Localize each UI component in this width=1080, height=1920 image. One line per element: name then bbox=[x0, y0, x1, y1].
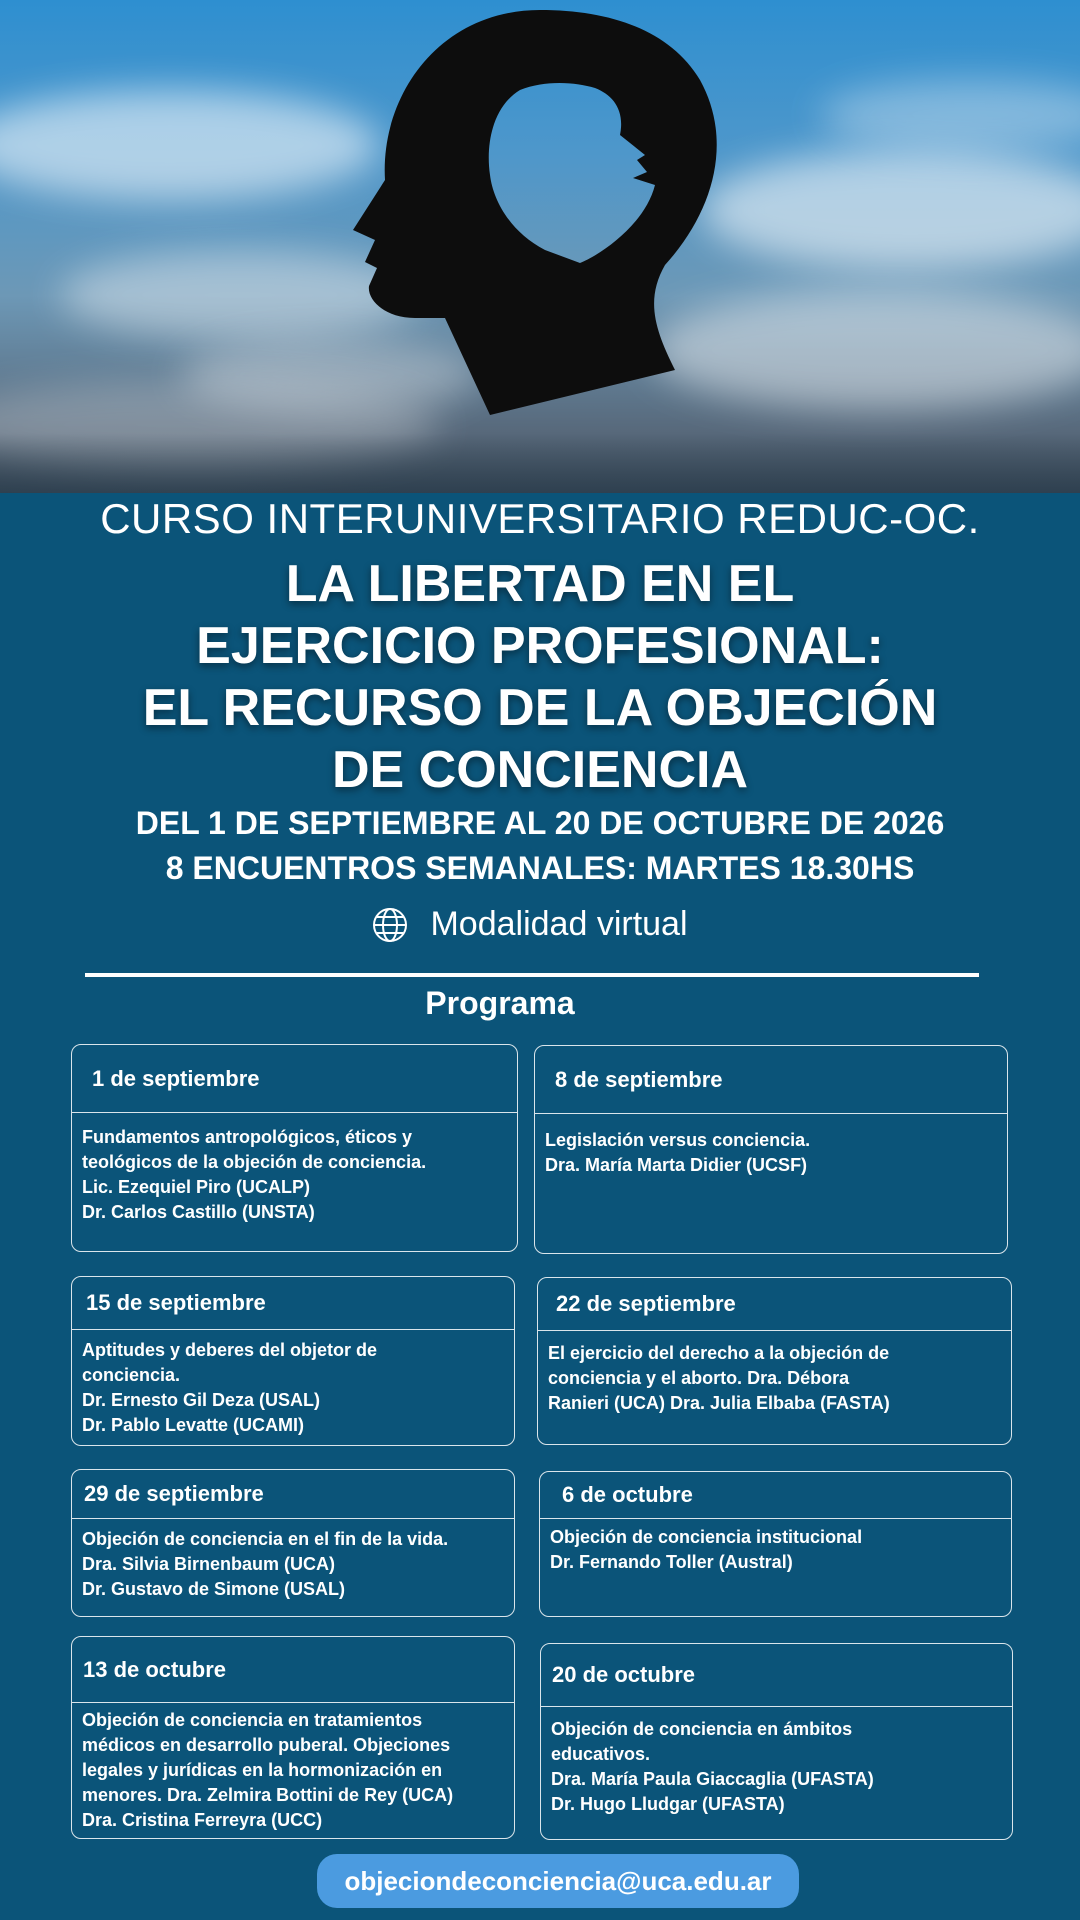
session-line: Objeción de conciencia institucional bbox=[550, 1527, 863, 1547]
session-line: teológicos de la objeción de conciencia. bbox=[82, 1152, 427, 1172]
course-schedule: 8 ENCUENTROS SEMANALES: MARTES 18.30HS bbox=[165, 850, 915, 886]
session-line: Dra. María Paula Giaccaglia (UFASTA) bbox=[551, 1769, 874, 1789]
title-line: DE CONCIENCIA bbox=[331, 741, 749, 799]
session-card bbox=[71, 1636, 515, 1839]
program-heading: Programa bbox=[425, 985, 575, 1021]
session-date: 20 de octubre bbox=[541, 1644, 1012, 1707]
session-line: Dr. Gustavo de Simone (USAL) bbox=[82, 1579, 346, 1599]
session-card bbox=[539, 1471, 1012, 1617]
session-line: Dr. Ernesto Gil Deza (USAL) bbox=[82, 1390, 321, 1410]
session-date: 15 de septiembre bbox=[72, 1277, 514, 1330]
session-card bbox=[71, 1469, 515, 1617]
session-details bbox=[72, 1703, 514, 1833]
course-name: CURSO INTERUNIVERSITARIO REDUC-OC. bbox=[100, 495, 980, 542]
session-line: Objeción de conciencia en ámbitos bbox=[551, 1719, 853, 1739]
session-line: Legislación versus conciencia. bbox=[545, 1130, 811, 1150]
session-line: El ejercicio del derecho a la objeción de bbox=[548, 1343, 890, 1363]
modality-row bbox=[0, 905, 1080, 944]
hero-image bbox=[0, 0, 1080, 493]
session-card bbox=[537, 1277, 1012, 1445]
contact-email-link[interactable]: objeciondeconciencia@uca.edu.ar bbox=[317, 1854, 799, 1908]
session-date: 29 de septiembre bbox=[72, 1470, 514, 1519]
session-line: Lic. Ezequiel Piro (UCALP) bbox=[82, 1177, 311, 1197]
session-date: 22 de septiembre bbox=[538, 1278, 1011, 1331]
session-line: Dr. Pablo Levatte (UCAMI) bbox=[82, 1415, 305, 1435]
session-card bbox=[71, 1276, 515, 1446]
session-line: médicos en desarrollo puberal. Objeciones bbox=[82, 1735, 451, 1755]
session-line: educativos. bbox=[551, 1744, 651, 1764]
session-line: Aptitudes y deberes del objetor de bbox=[82, 1340, 378, 1360]
session-line: conciencia y el aborto. Dra. Débora bbox=[548, 1368, 850, 1388]
session-line: Dra. María Marta Didier (UCSF) bbox=[545, 1155, 808, 1175]
session-details bbox=[72, 1330, 514, 1438]
session-date: 6 de octubre bbox=[540, 1472, 1011, 1519]
session-line: menores. Dra. Zelmira Bottini de Rey (UCA) bbox=[82, 1785, 454, 1805]
divider bbox=[85, 973, 979, 977]
session-line: Objeción de conciencia en el fin de la vida. bbox=[82, 1529, 449, 1549]
session-line: Objeción de conciencia en tratamientos bbox=[82, 1710, 423, 1730]
modality-label: Modalidad virtual bbox=[430, 905, 688, 943]
session-line: Ranieri (UCA) Dra. Julia Elbaba (FASTA) bbox=[548, 1393, 890, 1413]
session-details bbox=[540, 1519, 1011, 1575]
globe-icon bbox=[372, 907, 408, 943]
session-details bbox=[535, 1114, 1007, 1178]
session-line: conciencia. bbox=[82, 1365, 181, 1385]
session-line: legales y jurídicas en la hormonización en bbox=[82, 1760, 443, 1780]
session-line: Dra. Silvia Birnenbaum (UCA) bbox=[82, 1554, 336, 1574]
course-title bbox=[0, 553, 1080, 801]
session-date: 1 de septiembre bbox=[72, 1045, 517, 1113]
session-date: 13 de octubre bbox=[72, 1637, 514, 1703]
course-dates: DEL 1 DE SEPTIEMBRE AL 20 DE OCTUBRE DE 2026 bbox=[135, 805, 945, 841]
session-details bbox=[72, 1519, 514, 1602]
session-line: Fundamentos antropológicos, éticos y bbox=[82, 1127, 413, 1147]
session-line: Dr. Fernando Toller (Austral) bbox=[550, 1552, 793, 1572]
session-card bbox=[534, 1045, 1008, 1254]
session-line: Dra. Cristina Ferreyra (UCC) bbox=[82, 1810, 323, 1830]
session-line: Dr. Carlos Castillo (UNSTA) bbox=[82, 1202, 315, 1222]
title-line: LA LIBERTAD EN EL bbox=[285, 555, 795, 613]
session-card bbox=[71, 1044, 518, 1252]
session-line: Dr. Hugo Lludgar (UFASTA) bbox=[551, 1794, 785, 1814]
session-details bbox=[72, 1113, 517, 1225]
session-date: 8 de septiembre bbox=[535, 1046, 1007, 1114]
title-line: EL RECURSO DE LA OBJECIÓN bbox=[142, 679, 938, 737]
head-silhouette-icon bbox=[345, 0, 725, 420]
session-card bbox=[540, 1643, 1013, 1840]
title-line: EJERCICIO PROFESIONAL: bbox=[196, 617, 884, 675]
session-details bbox=[541, 1707, 1012, 1817]
session-details bbox=[538, 1331, 1011, 1416]
